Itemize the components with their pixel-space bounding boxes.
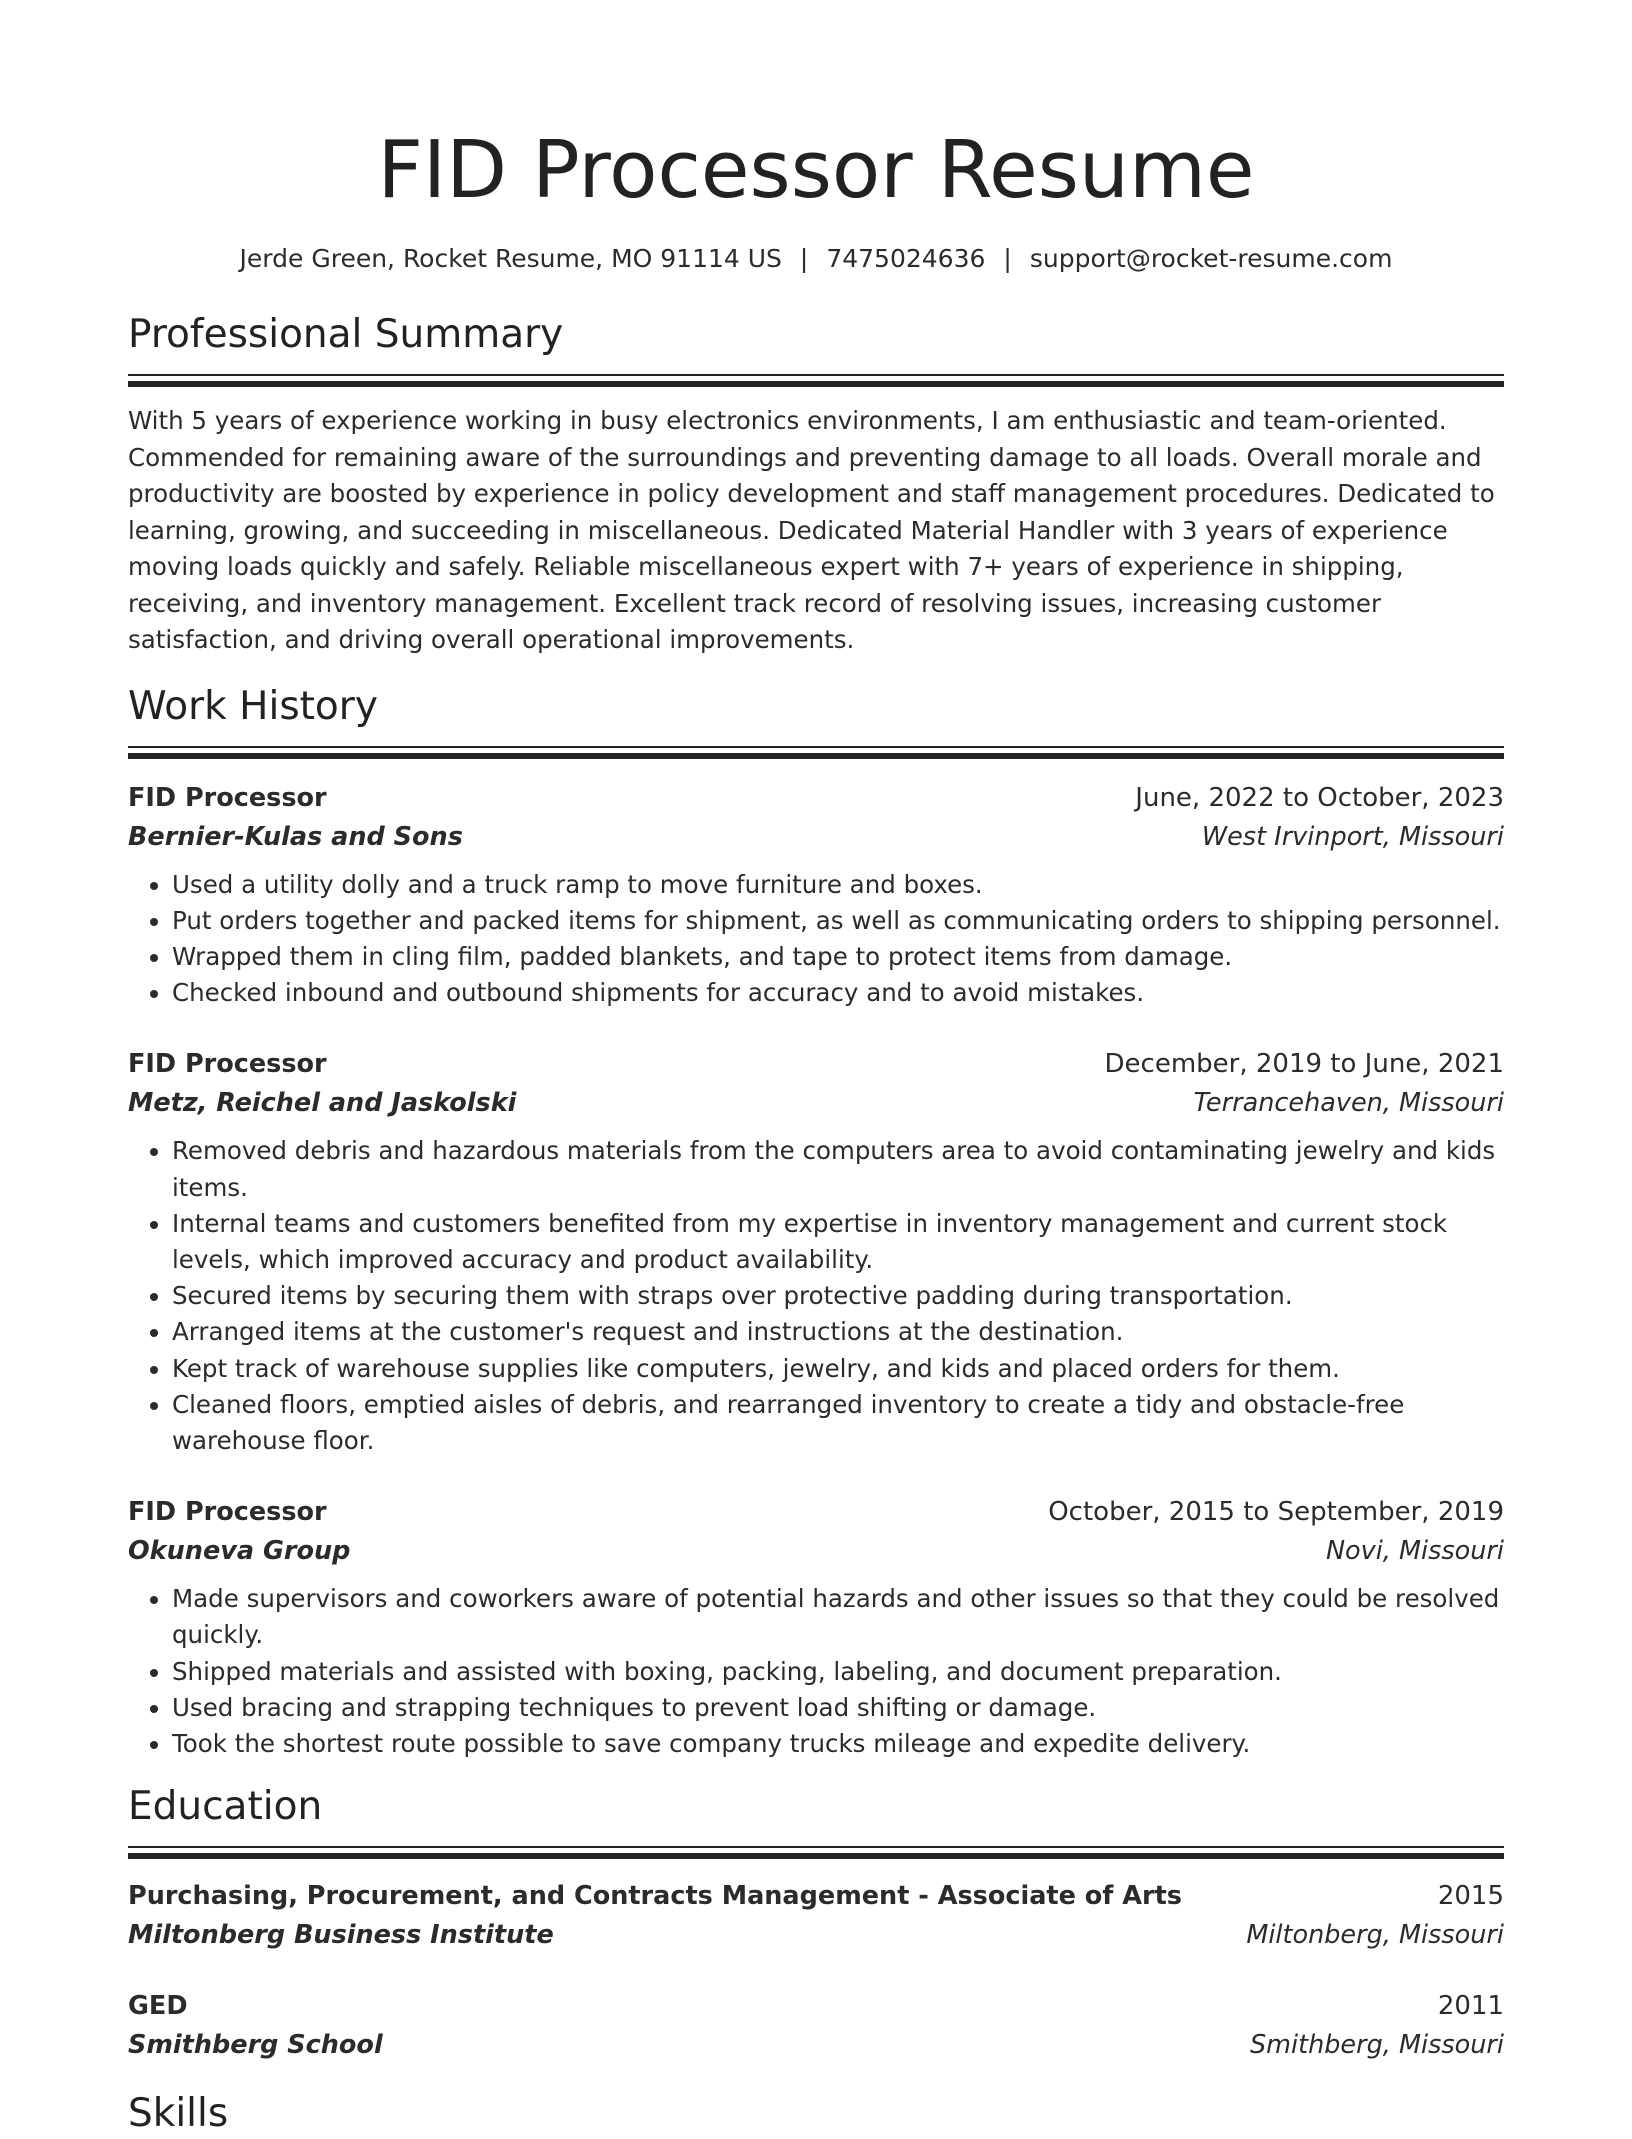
section-title-skills: Skills [128,2091,229,2137]
section-divider [128,1846,1504,1859]
job-entry [128,1493,1504,1762]
contact-email[interactable]: support@rocket-resume.com [1029,244,1393,273]
job-entry [128,779,1504,1012]
job-bullet: • Made supervisors and coworkers aware of potential hazards and other issues so that they could be resolved quickly. [172,1581,1504,1653]
summary-text: With 5 years of experience working in busy electronics environments, I am enthusiastic and team-oriented. Commended for remaining aware of the surroundings and preventing damage to all loads. Overall morale and productivity are boosted by experience in policy development and staff management procedures. Dedicated to learning, growing, and succeeding in miscellaneous. Dedicated Material Handler with 3 years of experience moving loads quickly and safely. Reliable miscellaneous expert with 7+ years of experience in shipping, receiving, and inventory management. Excellent track record of resolving issues, increasing customer satisfaction, and driving overall operational improvements. [128,406,1495,654]
contact-separator: | [799,244,809,273]
job-bullets [128,867,1504,1012]
contact-address: Jerde Green, Rocket Resume, MO 91114 US [239,244,782,273]
job-bullet: • Took the shortest route possible to save company trucks mileage and expedite delivery. [172,1726,1504,1762]
resume-title: FID Processor Resume [377,124,1255,216]
job-bullet: • Cleaned floors, emptied aisles of debris, and rearranged inventory to create a tidy and obstacle-free warehouse floor. [172,1387,1504,1459]
education-location: Smithberg, Missouri [1249,2030,1504,2061]
job-title: FID Processor [128,1049,327,1080]
job-dates: October, 2015 to September, 2019 [1048,1497,1504,1528]
contact-line [128,242,1504,276]
education-entry [128,1987,1504,2065]
job-bullet: • Removed debris and hazardous materials from the computers area to avoid contaminating jewelry and kids items. [172,1133,1504,1205]
education-degree: Purchasing, Procurement, and Contracts Management - Associate of Arts [128,1881,1182,1912]
job-dates: December, 2019 to June, 2021 [1104,1049,1504,1080]
job-bullet: • Arranged items at the customer's request and instructions at the destination. [172,1314,1504,1350]
section-title-education: Education [128,1784,323,1830]
education-year: 2015 [1437,1881,1504,1912]
section-divider [128,746,1504,759]
job-bullet: • Put orders together and packed items for shipment, as well as communicating orders to shipping personnel. [172,903,1504,939]
section-title-work-history: Work History [128,683,378,729]
job-entry [128,1045,1504,1459]
job-company: Metz, Reichel and Jaskolski [128,1088,517,1119]
job-title: FID Processor [128,1497,327,1528]
job-bullet: • Shipped materials and assisted with boxing, packing, labeling, and document preparation. [172,1654,1504,1690]
job-bullet: • Kept track of warehouse supplies like computers, jewelry, and kids and placed orders for them. [172,1351,1504,1387]
education-section [128,1782,1504,2065]
job-location: Novi, Missouri [1325,1536,1504,1567]
job-company: Okuneva Group [128,1536,351,1567]
education-school: Miltonberg Business Institute [128,1920,554,1951]
section-divider [128,374,1504,387]
job-bullets [128,1133,1504,1459]
skills-section [128,2089,1504,2139]
education-location: Miltonberg, Missouri [1246,1920,1504,1951]
job-bullet: • Wrapped them in cling film, padded blankets, and tape to protect items from damage. [172,939,1504,975]
summary-section [128,310,1504,659]
job-bullet: • Internal teams and customers benefited from my expertise in inventory management and current stock levels, which improved accuracy and product availability. [172,1206,1504,1278]
education-year: 2011 [1437,1991,1504,2022]
education-degree: GED [128,1991,188,2022]
job-bullet: • Secured items by securing them with straps over protective padding during transportation. [172,1278,1504,1314]
job-location: Terrancehaven, Missouri [1193,1088,1504,1119]
job-bullet: • Used bracing and strapping techniques to prevent load shifting or damage. [172,1690,1504,1726]
section-title-summary: Professional Summary [128,312,564,357]
job-bullet: • Checked inbound and outbound shipments for accuracy and to avoid mistakes. [172,975,1504,1011]
work-history-section [128,682,1504,1763]
contact-phone: 7475024636 [826,244,986,273]
education-school: Smithberg School [128,2030,383,2061]
job-company: Bernier-Kulas and Sons [128,821,463,852]
job-location: West Irvinport, Missouri [1201,821,1504,852]
contact-separator: | [1003,244,1012,273]
job-title: FID Processor [128,782,327,813]
job-dates: June, 2022 to October, 2023 [1135,782,1504,813]
education-entry [128,1877,1504,1955]
job-bullets [128,1581,1504,1762]
job-bullet: • Used a utility dolly and a truck ramp to move furniture and boxes. [172,867,1504,903]
